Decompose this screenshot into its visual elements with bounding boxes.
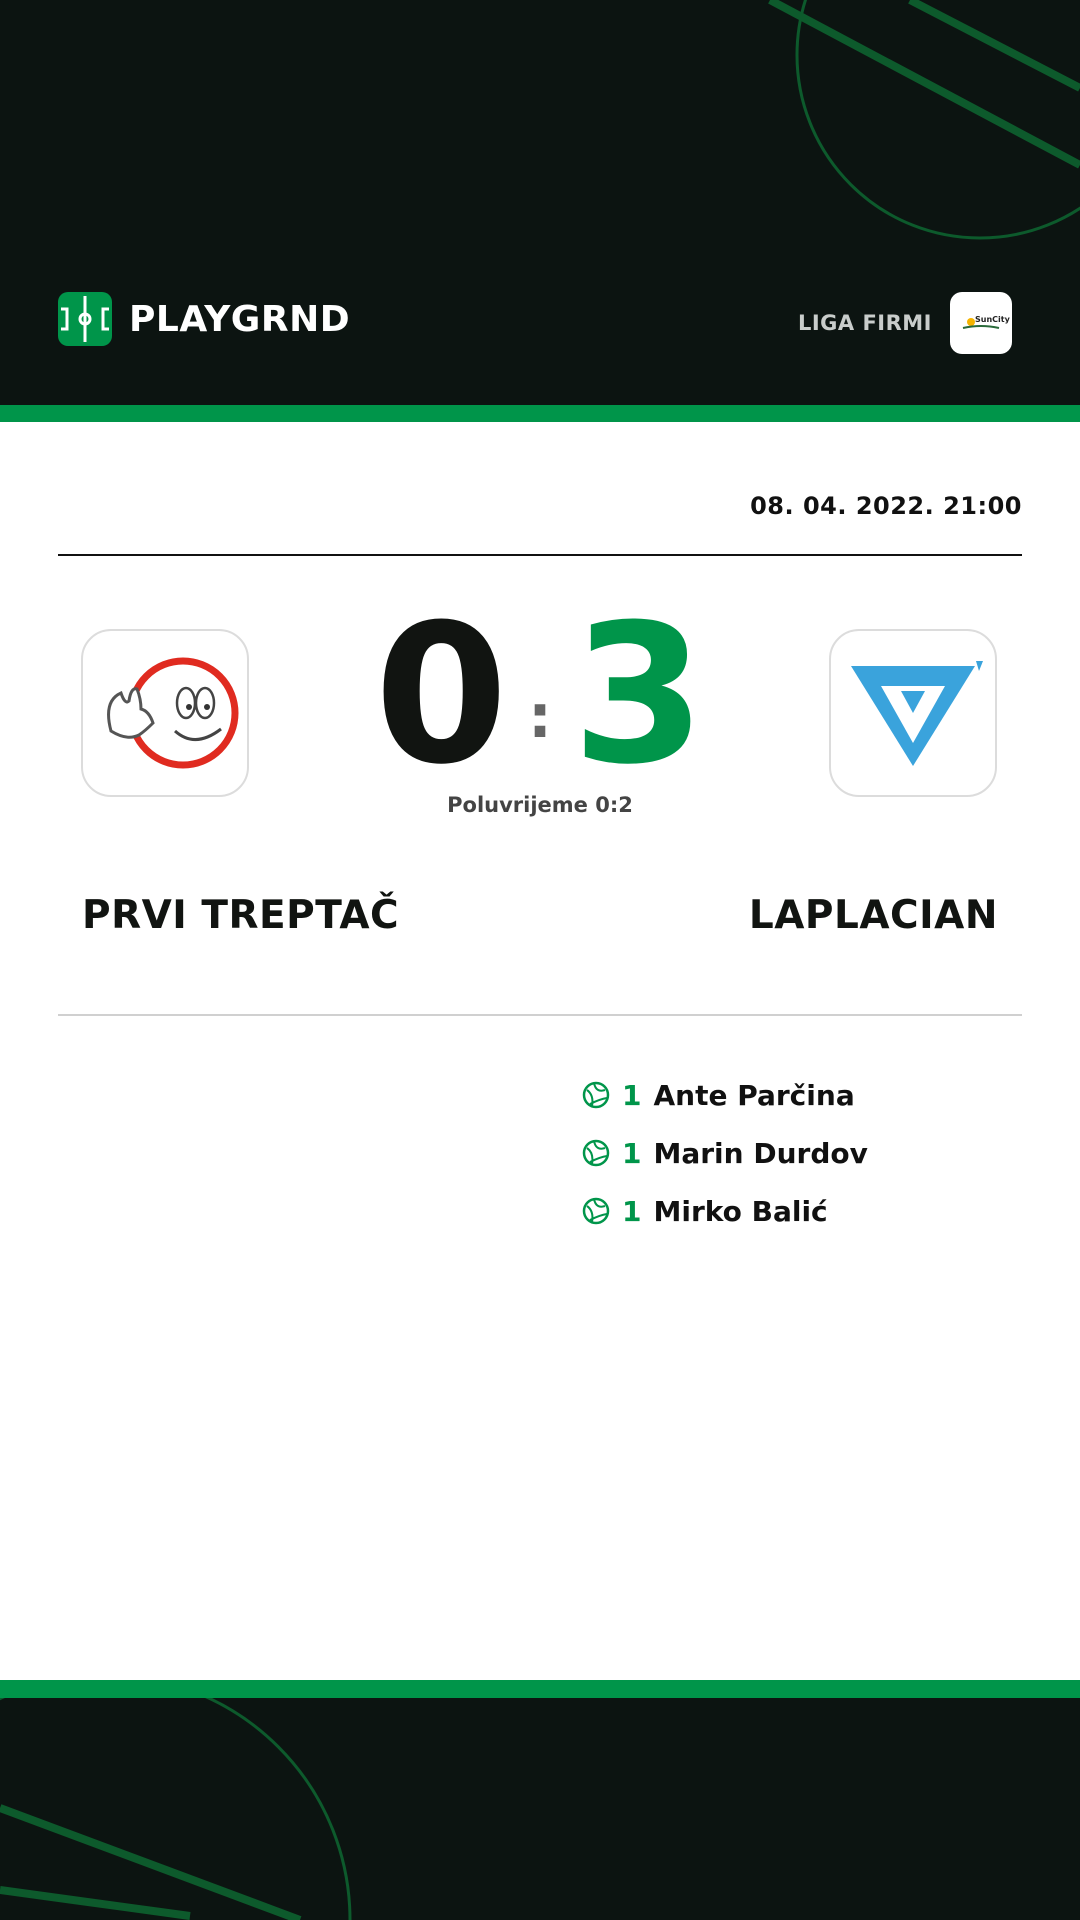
football-icon (582, 1139, 610, 1167)
away-score: 3 (572, 584, 706, 807)
home-score: 0 (374, 584, 508, 807)
away-scorers-list (582, 1066, 868, 1240)
scorer-name: Marin Durdov (653, 1136, 868, 1170)
pitch-lines-decoration (0, 1698, 1080, 1920)
header (0, 0, 1080, 405)
suncity-logo (950, 292, 1012, 354)
league-name: LIGA FIRMI (797, 311, 932, 335)
divider-light (58, 1014, 1022, 1016)
football-icon (582, 1081, 610, 1109)
scorer-goal-count: 1 (622, 1078, 642, 1112)
laplacian-logo (831, 631, 997, 797)
pitch-icon (58, 292, 112, 346)
brand[interactable] (58, 292, 350, 346)
brand-name: PLAYGRND (129, 298, 351, 340)
scorer-row (582, 1066, 868, 1124)
football-icon (582, 1197, 610, 1225)
league (798, 292, 1012, 354)
accent-bar-bottom (0, 1680, 1080, 1698)
score-separator: : (528, 682, 552, 752)
match-datetime: 08. 04. 2022. 21:00 (750, 492, 1022, 520)
scorer-name: Ante Parčina (653, 1078, 855, 1112)
scorer-name: Mirko Balić (653, 1194, 828, 1228)
scorer-row (582, 1182, 868, 1240)
scorer-goal-count: 1 (622, 1136, 642, 1170)
footer (0, 1698, 1080, 1920)
scorer-row (582, 1124, 868, 1182)
scorer-goal-count: 1 (622, 1194, 642, 1228)
halftime-score: Poluvrijeme 0:2 (447, 793, 633, 817)
home-team-name[interactable]: PRVI TREPTAČ (82, 893, 400, 938)
divider (58, 554, 1022, 556)
away-team-name[interactable]: LAPLACIAN (748, 893, 998, 938)
away-team-logo[interactable] (829, 629, 997, 797)
sponsor-text: SunCity (975, 315, 1010, 324)
accent-bar-top (0, 405, 1080, 422)
